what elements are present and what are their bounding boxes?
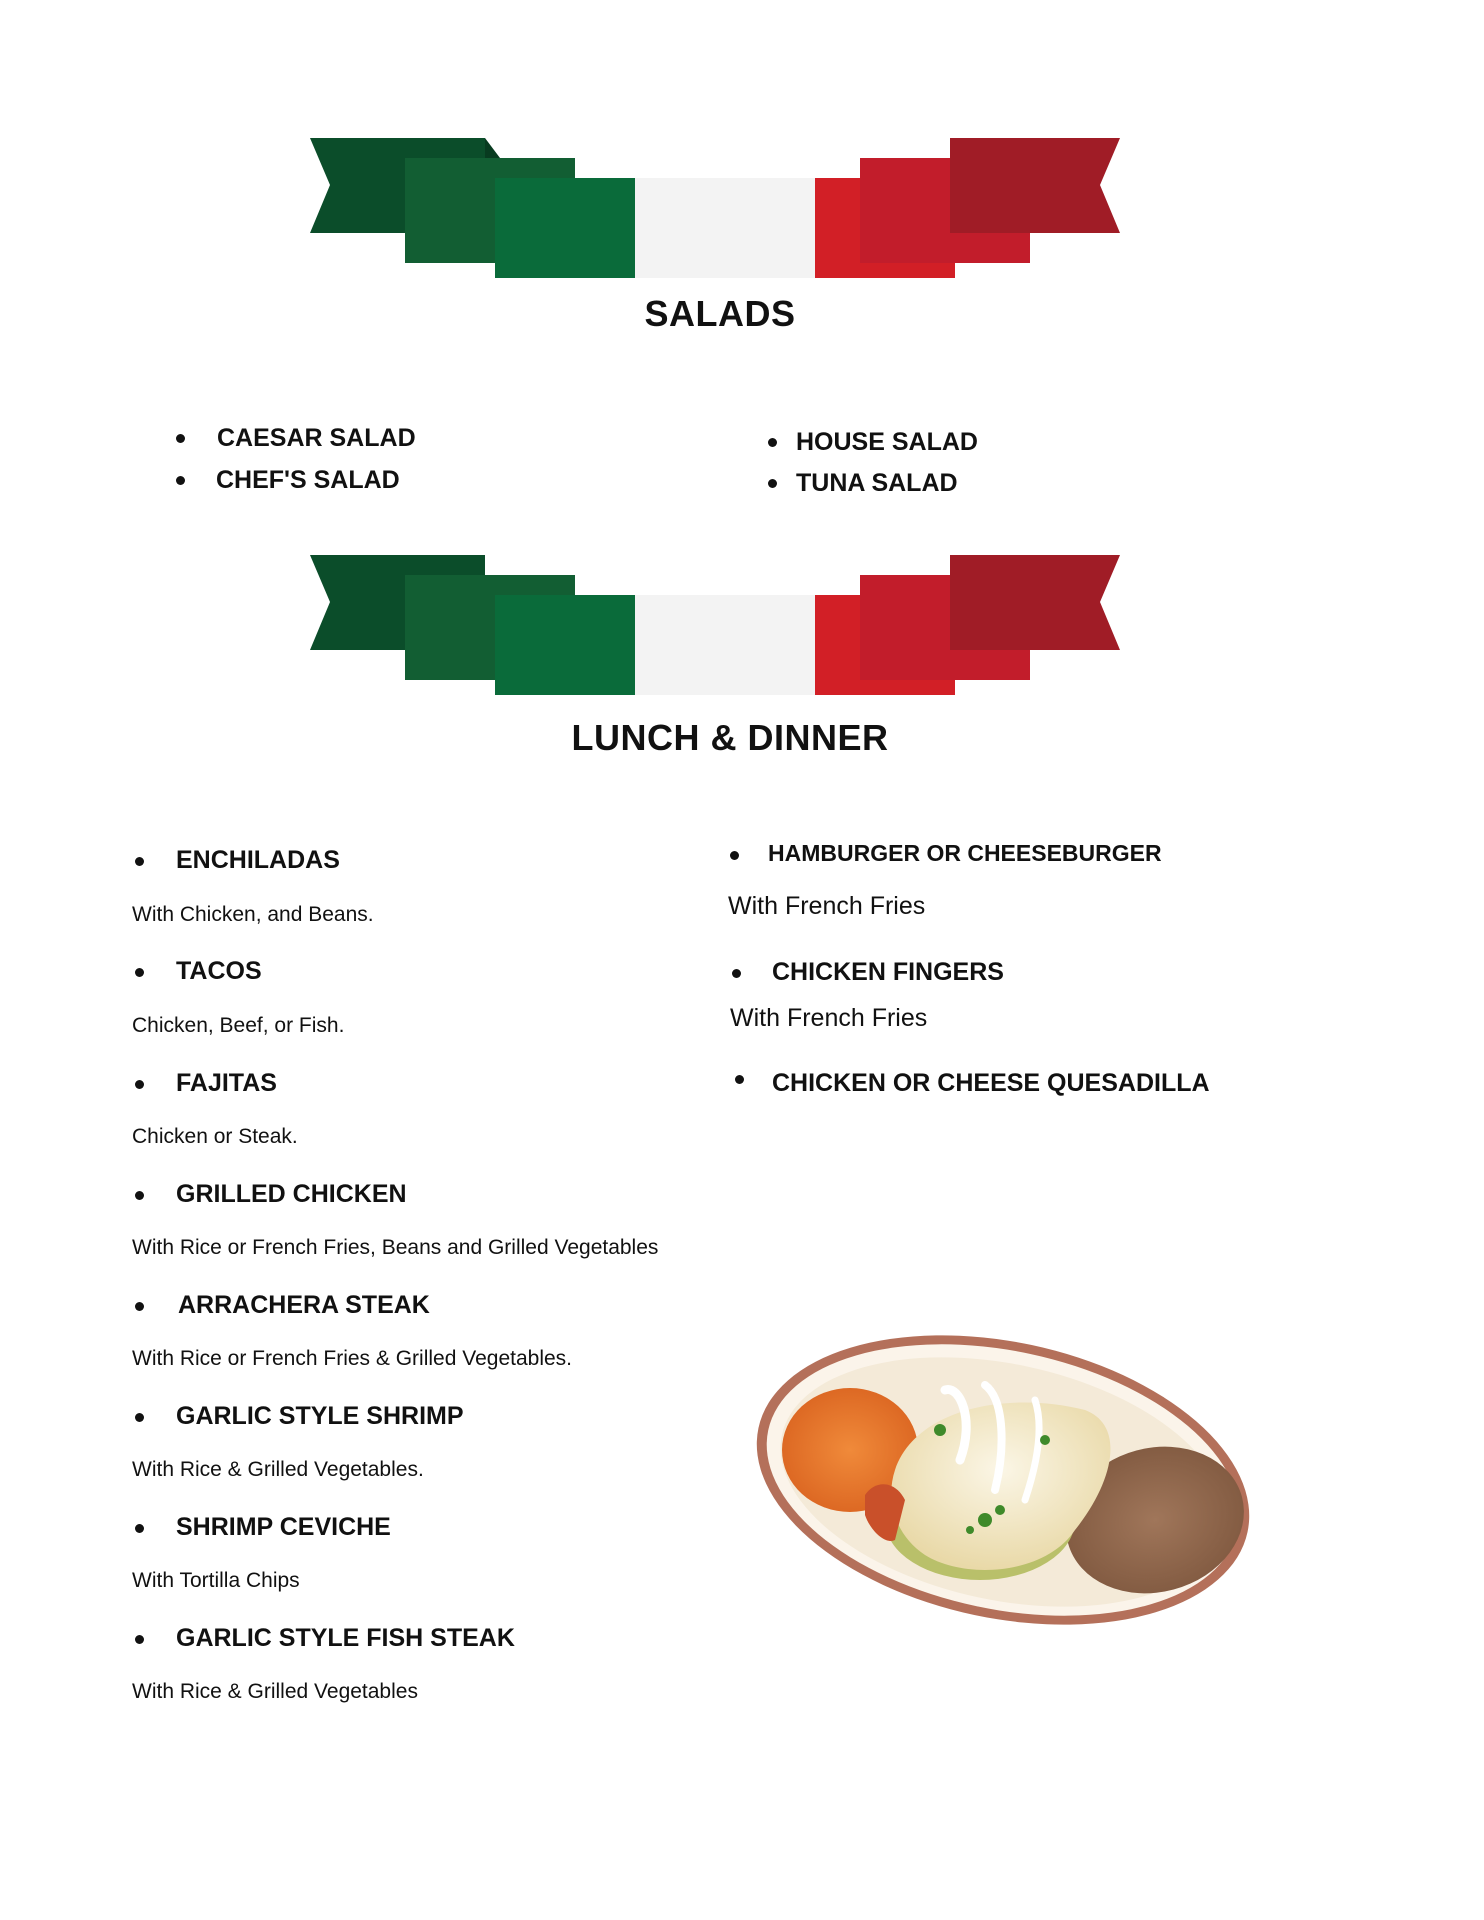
salad-item: TUNA SALAD bbox=[796, 469, 958, 497]
menu-item-desc: With French Fries bbox=[730, 1004, 928, 1032]
menu-item-desc: With Chicken, and Beans. bbox=[132, 903, 374, 926]
menu-item-name: CHICKEN OR CHEESE QUESADILLA bbox=[772, 1069, 1210, 1097]
enchiladas-plate-image bbox=[745, 1330, 1255, 1640]
menu-item-name: ARRACHERA STEAK bbox=[178, 1291, 430, 1319]
bullet-icon bbox=[135, 1191, 144, 1200]
bullet-icon bbox=[135, 1635, 144, 1644]
menu-item-name: ENCHILADAS bbox=[176, 846, 340, 874]
menu-item-name: HAMBURGER OR CHEESEBURGER bbox=[768, 840, 1162, 866]
salad-item: CAESAR SALAD bbox=[217, 424, 416, 452]
bullet-icon bbox=[135, 1302, 144, 1311]
salads-title: SALADS bbox=[644, 293, 796, 334]
menu-item-desc: Chicken, Beef, or Fish. bbox=[132, 1014, 345, 1037]
bullet-icon bbox=[768, 479, 777, 488]
menu-item-name: GARLIC STYLE FISH STEAK bbox=[176, 1624, 515, 1652]
lunch-dinner-title: LUNCH & DINNER bbox=[571, 717, 889, 758]
menu-item-desc: With Rice or French Fries, Beans and Grilled Vegetables bbox=[132, 1236, 659, 1259]
bullet-icon bbox=[732, 969, 741, 978]
bullet-icon bbox=[176, 434, 185, 443]
menu-item-name: TACOS bbox=[176, 957, 262, 985]
menu-item-desc: Chicken or Steak. bbox=[132, 1125, 298, 1148]
menu-item-name: GRILLED CHICKEN bbox=[176, 1180, 407, 1208]
bullet-icon bbox=[135, 1413, 144, 1422]
menu-item-desc: With Rice & Grilled Vegetables bbox=[132, 1680, 418, 1703]
bullet-icon bbox=[135, 857, 144, 866]
menu-item-name: FAJITAS bbox=[176, 1069, 277, 1097]
bullet-icon bbox=[135, 1080, 144, 1089]
menu-item-desc: With Rice & Grilled Vegetables. bbox=[132, 1458, 424, 1481]
menu-item-desc: With French Fries bbox=[728, 892, 926, 920]
bullet-icon bbox=[135, 968, 144, 977]
menu-item-name: CHICKEN FINGERS bbox=[772, 958, 1004, 986]
menu-item-desc: With Rice or French Fries & Grilled Vegetables. bbox=[132, 1347, 572, 1370]
bullet-icon bbox=[768, 438, 777, 447]
bullet-icon bbox=[735, 1075, 744, 1084]
salad-item: HOUSE SALAD bbox=[796, 428, 978, 456]
bullet-icon bbox=[730, 851, 739, 860]
mexican-flag-ribbon-banner bbox=[300, 128, 1130, 278]
menu-item-name: GARLIC STYLE SHRIMP bbox=[176, 1402, 464, 1430]
menu-item-name: SHRIMP CEVICHE bbox=[176, 1513, 391, 1541]
bullet-icon bbox=[135, 1524, 144, 1533]
mexican-flag-ribbon-banner bbox=[300, 545, 1130, 695]
menu-item-desc: With Tortilla Chips bbox=[132, 1569, 300, 1592]
salad-item: CHEF'S SALAD bbox=[216, 466, 400, 494]
bullet-icon bbox=[176, 476, 185, 485]
